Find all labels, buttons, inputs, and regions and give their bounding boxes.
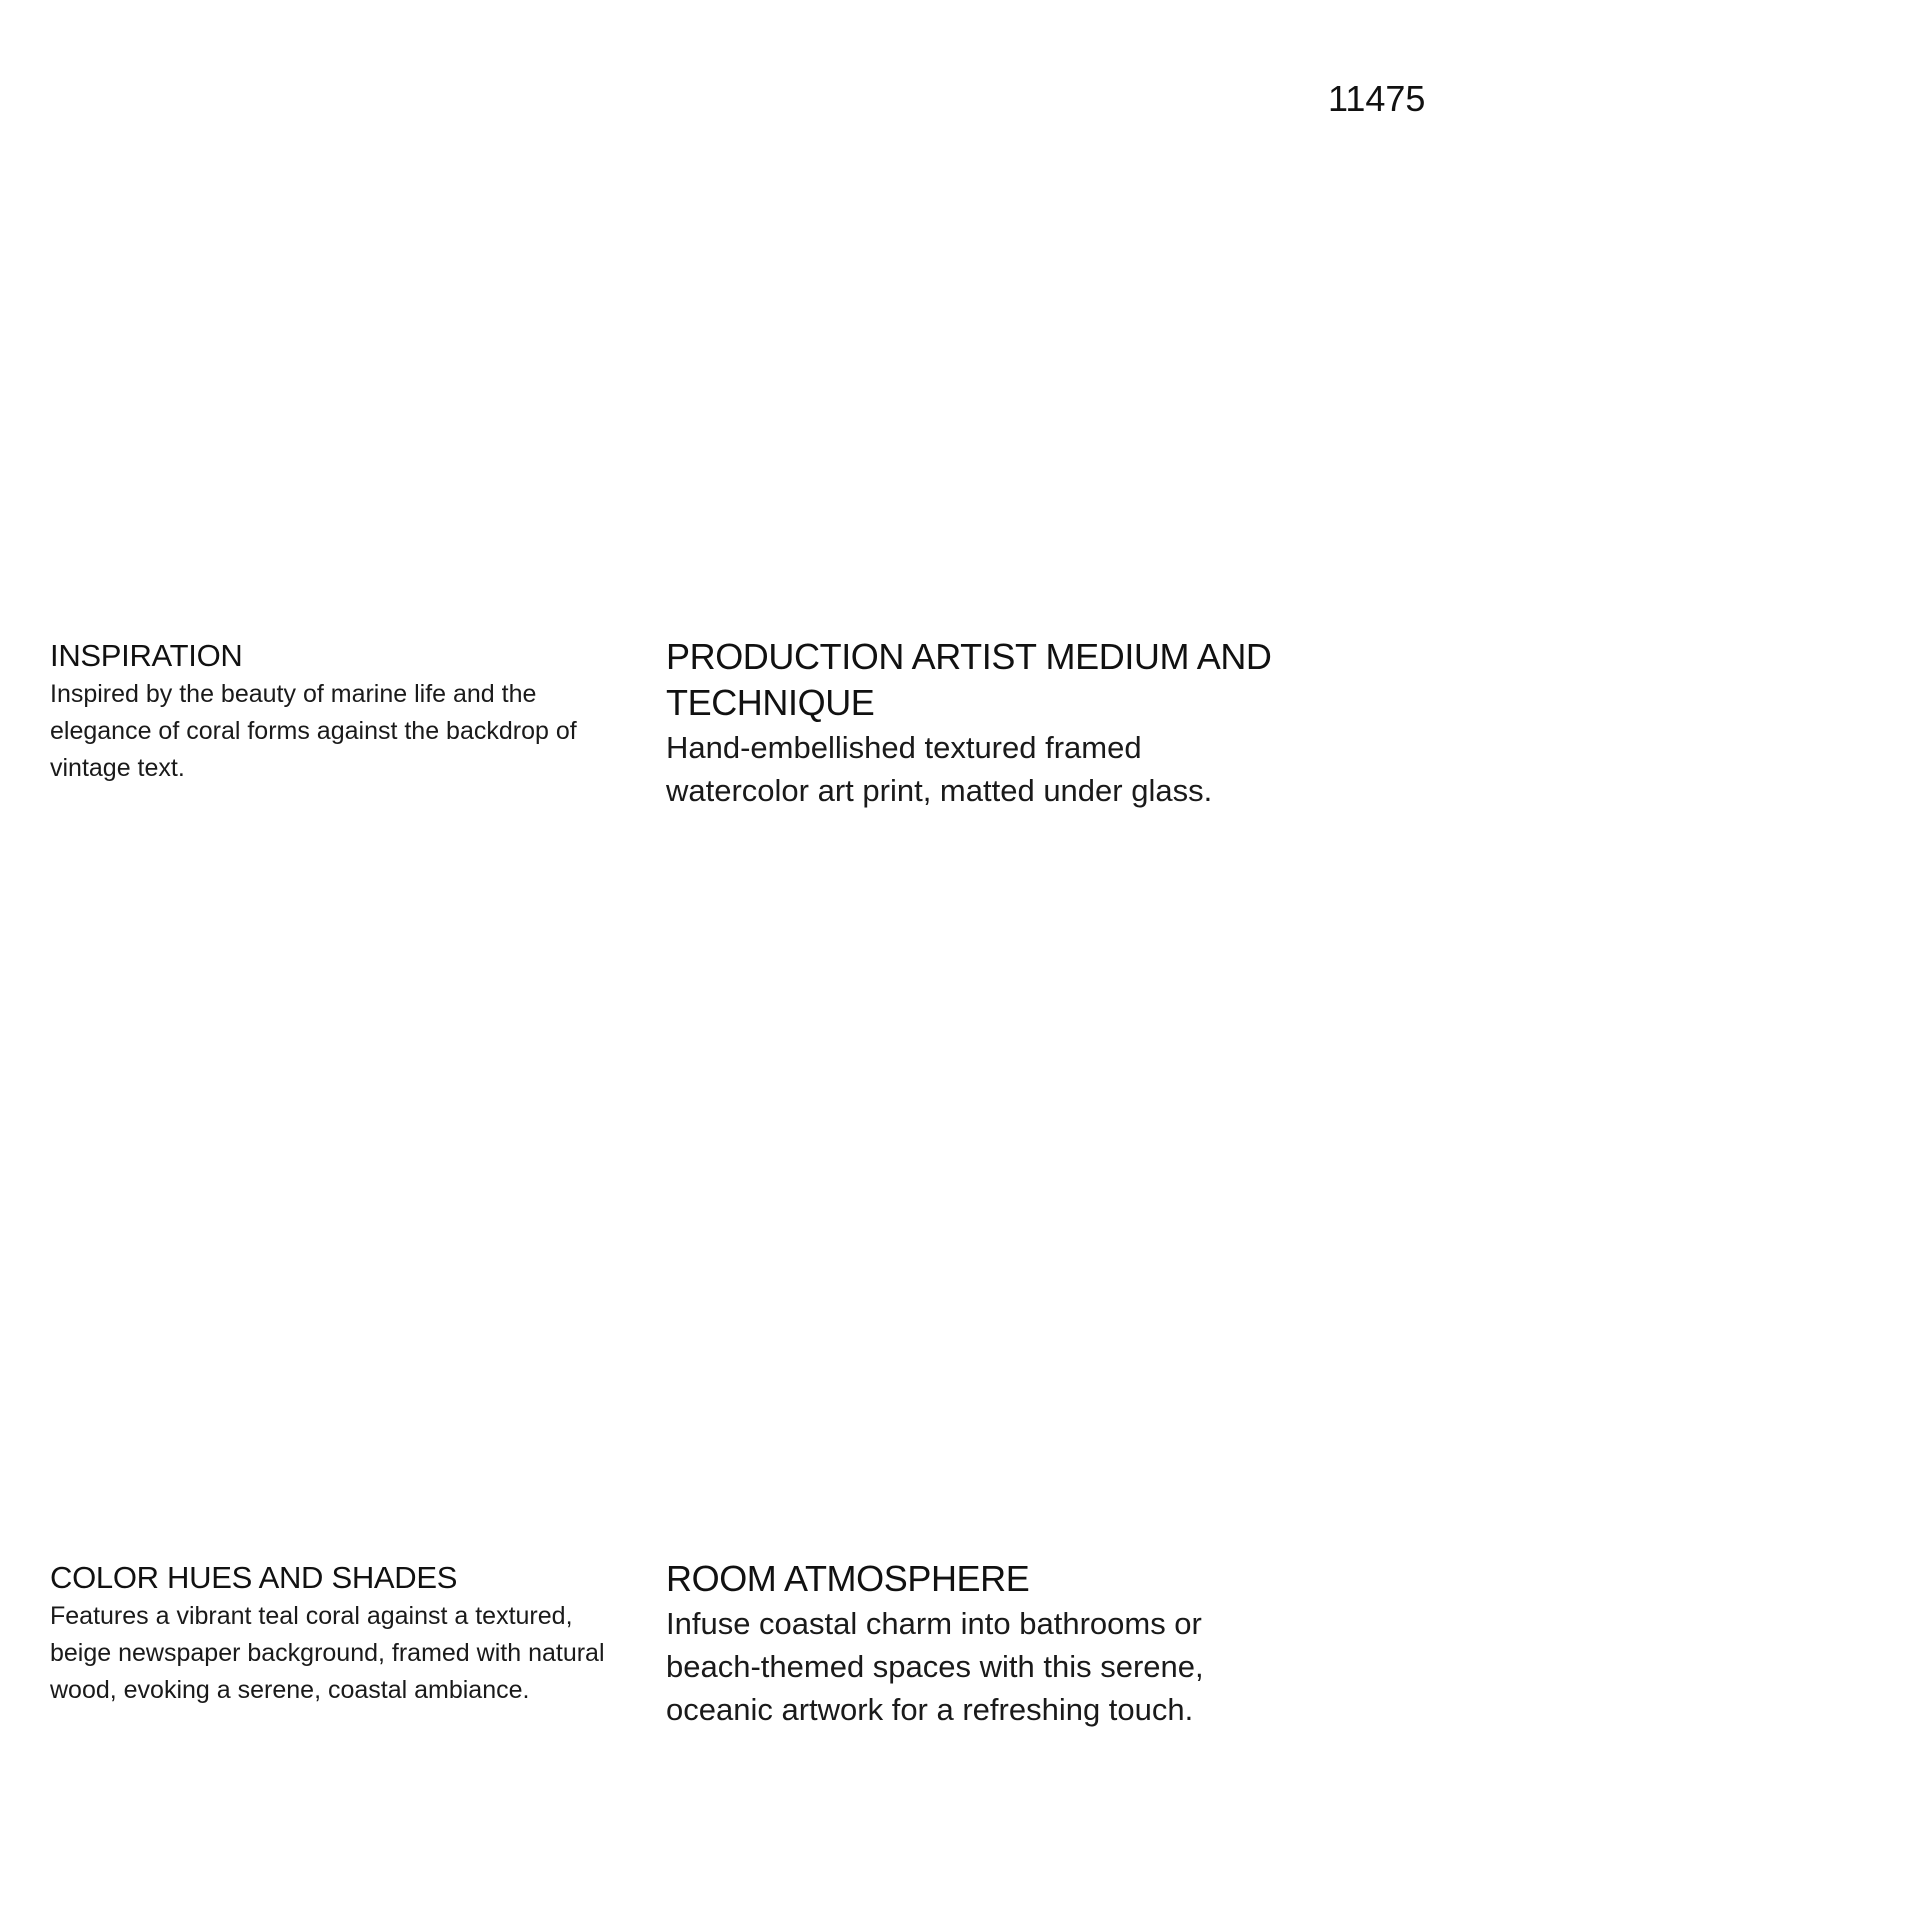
room-atmosphere-section [666, 1556, 1486, 1731]
medium-technique-heading: PRODUCTION ARTIST MEDIUM AND TECHNIQUE [666, 636, 1272, 723]
inspiration-heading: INSPIRATION [50, 638, 243, 673]
room-atmosphere-heading: ROOM ATMOSPHERE [666, 1558, 1030, 1599]
inspiration-body: Inspired by the beauty of marine life and the elegance of coral forms against the backdrop of vintage text. [50, 680, 577, 782]
page-number: 11475 [1328, 78, 1426, 119]
color-hues-heading: COLOR HUES AND SHADES [50, 1560, 458, 1595]
medium-technique-body: Hand-embellished textured framed watercolor art print, matted under glass. [666, 730, 1213, 808]
color-hues-section [50, 1558, 630, 1709]
inspiration-section [50, 636, 630, 787]
room-atmosphere-body: Infuse coastal charm into bathrooms or beach-themed spaces with this serene, oceanic artwork for a refreshing touch. [666, 1606, 1204, 1727]
color-hues-body: Features a vibrant teal coral against a textured, beige newspaper background, framed with natural wood, evoking a serene, coastal ambiance. [50, 1602, 605, 1704]
medium-technique-section [666, 634, 1486, 812]
